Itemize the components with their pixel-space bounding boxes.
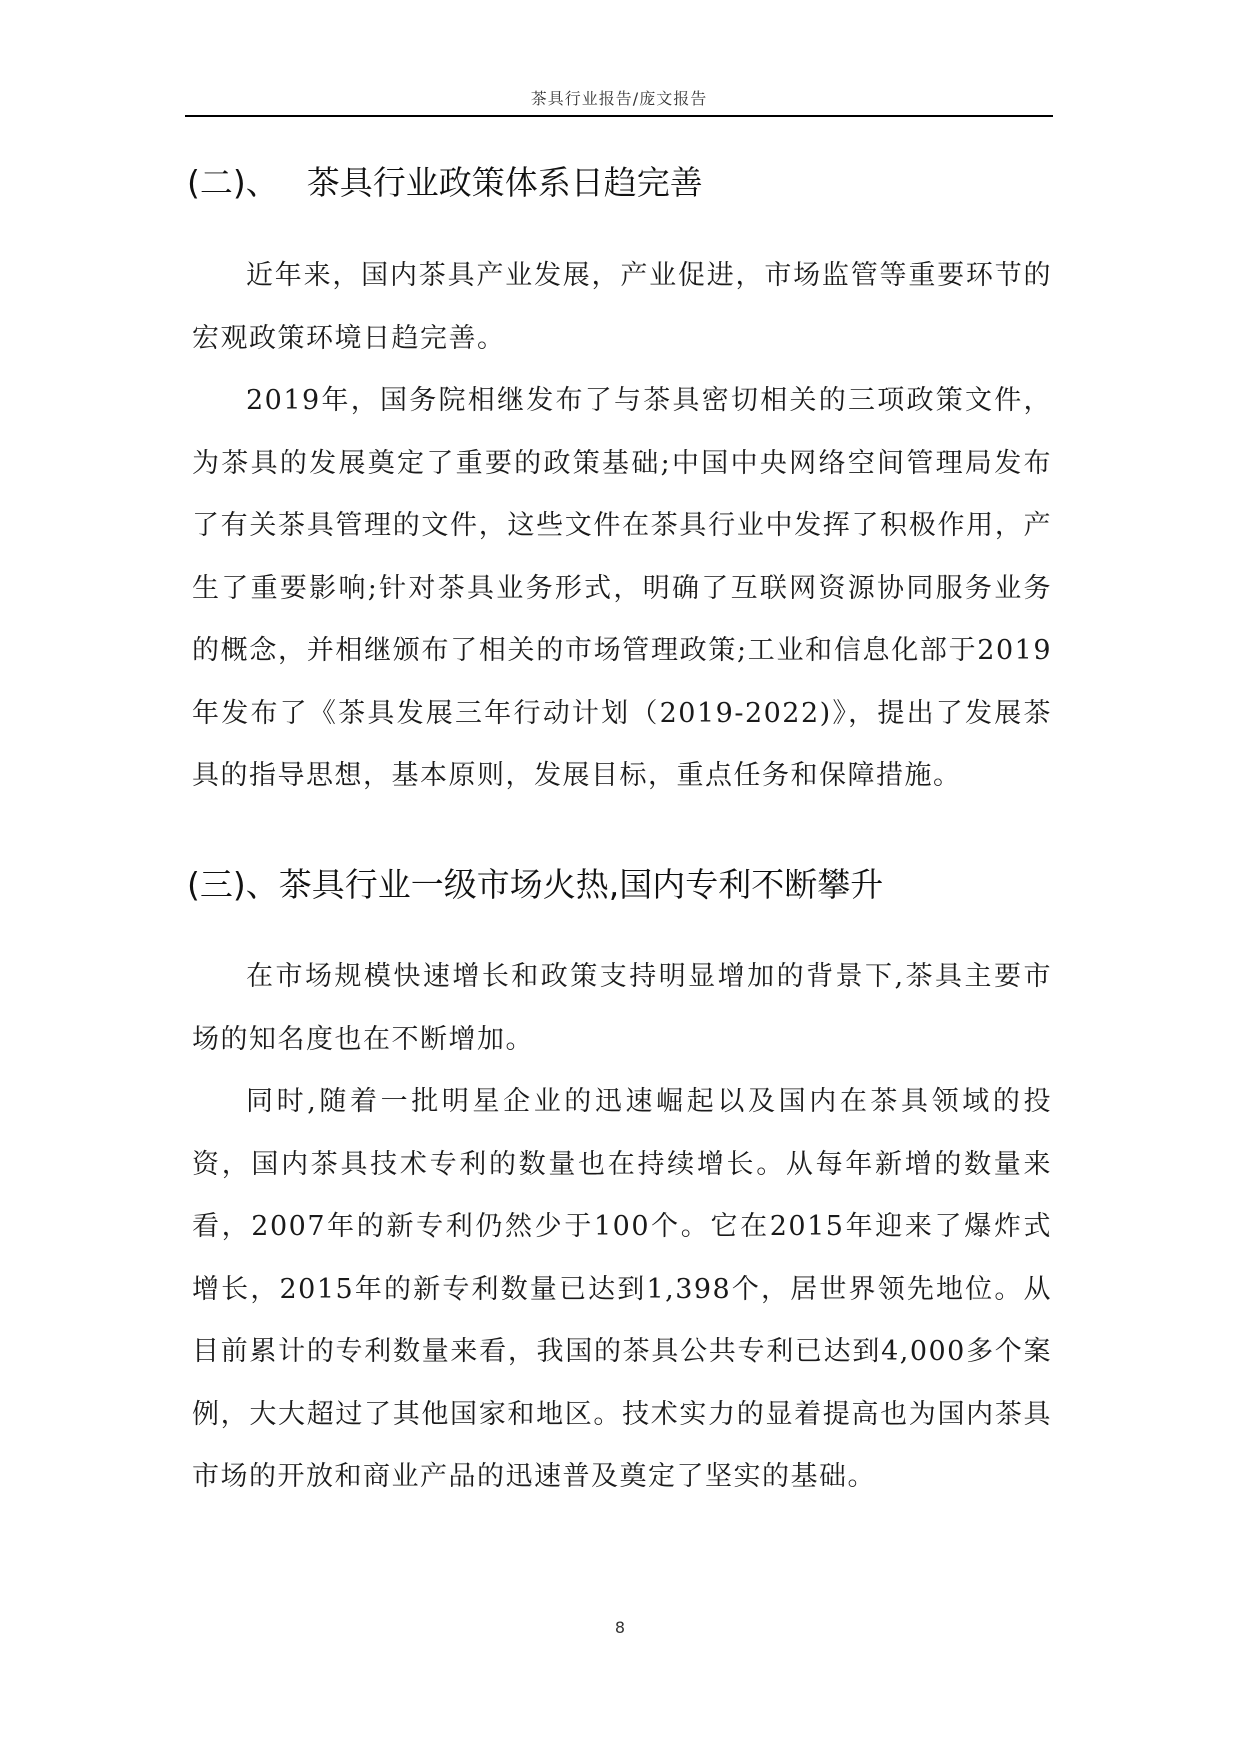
section-number: (二)、 [187,163,279,202]
section-title: 茶具行业一级市场火热,国内专利不断攀升 [278,865,884,904]
section-title: 茶具行业政策体系日趋完善 [306,163,703,202]
section-heading-3 [187,859,883,906]
running-header: 茶具行业报告/庞文报告 [530,89,708,108]
body-paragraph: 近年来，国内茶具产业发展，产业促进，市场监管等重要环节的宏观政策环境日趋完善。 [192,260,1052,354]
section-heading-2 [187,157,703,204]
header-divider [185,115,1053,117]
body-paragraph: 同时,随着一批明星企业的迅速崛起以及国内在茶具领域的投资，国内茶具技术专利的数量也在持续增长。从每年新增的数量来看，2007年的新专利仍然少于100个。它在2015年迎来了爆炸式增长，2015年的新专利数量已达到1,398个，居世界领先地位。从目前累计的专利数量来看，我国的茶具公共专利已达到4,000多个案例，大大超过了其他国家和地区。技术实力的显着提高也为国内茶具市场的开放和商业产品的迅速普及奠定了坚实的基础。 [192,1086,1052,1492]
body-paragraph: 在市场规模快速增长和政策支持明显增加的背景下,茶具主要市场的知名度也在不断增加。 [192,961,1052,1055]
page-number: 8 [614,1618,626,1637]
body-paragraph: 2019年，国务院相继发布了与茶具密切相关的三项政策文件，为茶具的发展奠定了重要的政策基础;中国中央网络空间管理局发布了有关茶具管理的文件，这些文件在茶具行业中发挥了积极作用，产生了重要影响;针对茶具业务形式，明确了互联网资源协同服务业务的概念，并相继颁布了相关的市场管理政策;工业和信息化部于2019年发布了《茶具发展三年行动计划（2019-2022)》，提出了发展茶具的指导思想，基本原则，发展目标，重点任务和保障措施。 [192,385,1052,791]
section-number: (三)、 [187,865,279,904]
